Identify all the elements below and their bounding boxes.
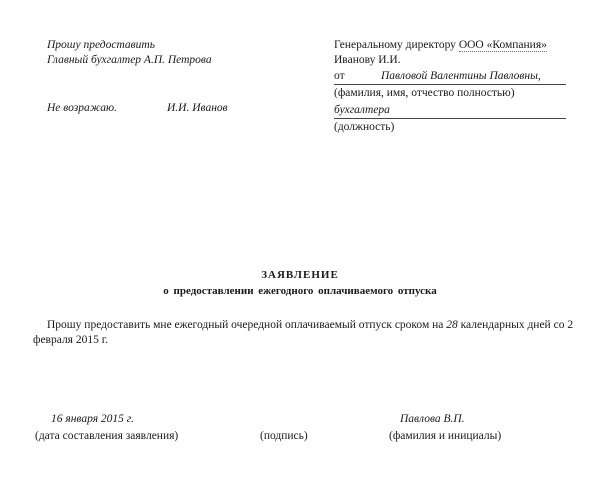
document-subtitle: о предоставлении ежегодного оплачиваемого отпуска <box>163 285 437 297</box>
request-line-1: Прошу предоставить <box>47 39 155 51</box>
body-text-start: Прошу предоставить мне ежегодный очередной оплачиваемый отпуск сроком на <box>47 319 447 331</box>
no-objection-text: Не возражаю. <box>47 102 117 114</box>
date-caption: (дата составления заявления) <box>35 430 179 442</box>
request-line-2: Главный бухгалтер А.П. Петрова <box>47 54 212 66</box>
body-line-1 <box>47 318 573 332</box>
body-line-2: февраля 2015 г. <box>33 334 109 346</box>
from-prefix: от <box>334 70 345 82</box>
position-line <box>334 118 566 119</box>
date-value: 16 января 2015 г. <box>51 413 134 425</box>
position-value: бухгалтера <box>334 104 390 116</box>
from-name-line <box>334 84 566 85</box>
signature-caption: (подпись) <box>260 430 308 442</box>
body-text-end: календарных дней со 2 <box>457 319 574 331</box>
company-name: ООО «Компания» <box>458 39 547 51</box>
from-name: Павловой Валентины Павловны, <box>381 70 541 82</box>
applicant-name: Павлова В.П. <box>400 413 465 425</box>
document-title: ЗАЯВЛЕНИЕ <box>261 269 339 281</box>
name-caption: (фамилия и инициалы) <box>389 430 502 442</box>
director-signature-name: И.И. Иванов <box>167 102 228 114</box>
days-count: 28 <box>446 319 458 331</box>
position-caption: (должность) <box>334 121 395 133</box>
addressee-line <box>334 38 547 52</box>
addressee-text: Генеральному директору ООО «Компания» <box>334 39 547 51</box>
addressee-name: Иванову И.И. <box>334 54 401 66</box>
from-caption: (фамилия, имя, отчество полностью) <box>334 87 515 99</box>
